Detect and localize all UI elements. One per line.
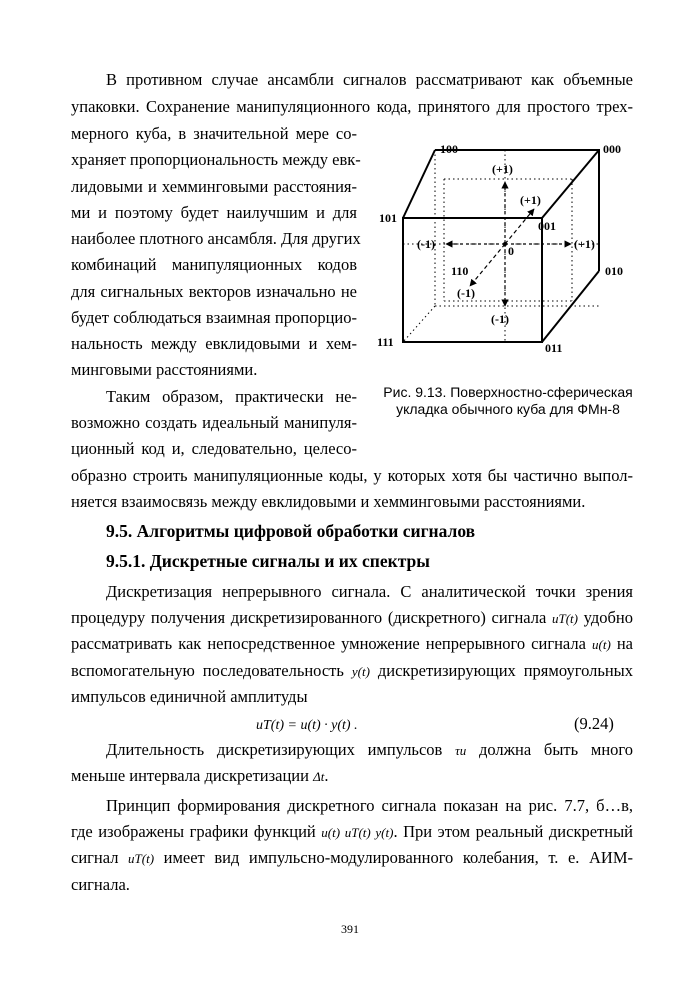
para3-line-4: вспомогательную последовательность y(t) дискретизирующих прямоугольных	[71, 661, 634, 680]
cube-edge-000-001	[542, 150, 599, 218]
para3-line-1: Дискретизация непрерывного сигнала. С аналитической точки зрения	[106, 582, 633, 601]
axis-label-up: (+1)	[492, 162, 513, 176]
para2-line-3: ционный код и, следовательно, целесо-	[71, 439, 357, 458]
cube-edge-100-101	[403, 150, 435, 218]
para1-line-10: будет соблюдаться взаимная пропорцио-	[71, 308, 357, 327]
para1-line-5: лидовыми и хемминговыми расстояния-	[71, 177, 357, 196]
para5-line-4: сигнала.	[71, 875, 130, 894]
para1-line-11: нальность между евклидовыми и хем-	[71, 334, 357, 353]
origin-point	[503, 242, 507, 246]
para1-line-12: минговыми расстояниями.	[71, 360, 258, 379]
para2-line-5: няется взаимосвязь между евклидовыми и хемминговыми расстояниями.	[71, 492, 586, 511]
axis-label-right: (+1)	[574, 237, 595, 251]
axis-diag-down-arrow	[470, 244, 505, 286]
para1-line-9: для сигнальных векторов изначально не	[71, 282, 357, 301]
para4-line-2: меньше интервала дискретизации Δt.	[71, 766, 329, 785]
cube-figure	[368, 136, 648, 366]
para1-line-6: ми и поэтому будет наилучшим и для	[71, 203, 357, 222]
axis-label-left: (-1)	[417, 237, 435, 251]
para3-line-5: импульсов единичной амплитуды	[71, 687, 308, 706]
vertex-label-111: 111	[377, 335, 394, 349]
equation-number: (9.24)	[574, 714, 614, 733]
axis-label-center: 0	[508, 244, 514, 258]
figure-caption-line-1: Рис. 9.13. Поверхностно-сферическая	[383, 384, 633, 400]
para1-line-3: мерного куба, в значительной мере со-	[71, 124, 357, 143]
vertex-label-011: 011	[545, 341, 563, 355]
para1-line-8: комбинаций манипуляционных кодов	[71, 255, 357, 274]
axis-diag-up-arrow	[505, 209, 534, 244]
para1-line-4: храняет пропорциональность между евк-	[71, 150, 361, 169]
para5-line-2: где изображены графики функций u(t) uT(t) y(t). При этом реальный дискретный	[71, 822, 634, 841]
cube-back-face	[435, 150, 599, 271]
para3-line-3: рассматривать как непосредственное умножение непрерывного сигнала u(t) на	[71, 634, 633, 653]
para1-line-7: наиболее плотного ансамбля. Для других	[71, 229, 361, 248]
equation-formula: uT(t) = u(t) · y(t) .	[256, 718, 358, 733]
para1-line-2: упаковки. Сохранение манипуляционного кода, принятого для простого трех-	[71, 97, 633, 116]
para4-line-1: Длительность дискретизирующих импульсов τи должна быть много	[106, 740, 634, 759]
para2-line-2: возможно создать идеальный манипуля-	[71, 413, 357, 432]
axis-label-diag-up: (+1)	[520, 193, 541, 207]
para3-line-2: процедуру получения дискретизированного (дискретного) сигнала uT(t) удобно	[71, 608, 634, 627]
para2-line-1: Таким образом, практически не-	[106, 387, 357, 406]
para5-line-3: сигнал uT(t) имеет вид импульсно-модулированного колебания, т. е. АИМ-	[71, 848, 634, 867]
axis-label-down: (-1)	[491, 312, 509, 326]
vertex-label-101: 101	[379, 211, 397, 225]
vertex-label-110: 110	[451, 264, 469, 278]
para1-line-1: В противном случае ансамбли сигналов рассматривают как объемные	[106, 70, 633, 89]
vertex-label-000: 000	[603, 142, 621, 156]
vertex-label-100: 100	[440, 142, 458, 156]
figure-caption-line-2: укладка обычного куба для ФМн-8	[396, 401, 620, 417]
section-heading: 9.5. Алгоритмы цифровой обработки сигналов	[106, 521, 476, 541]
para2-line-4: образно строить манипуляционные коды, у которых хотя бы частично выпол-	[71, 466, 633, 485]
para5-line-1: Принцип формирования дискретного сигнала показан на рис. 7.7, б…в,	[106, 796, 633, 815]
vertex-label-001: 001	[538, 219, 556, 233]
axis-label-diag-down: (-1)	[457, 286, 475, 300]
vertex-label-010: 010	[605, 264, 623, 278]
page-number: 391	[341, 922, 359, 936]
subsection-heading: 9.5.1. Дискретные сигналы и их спектры	[106, 551, 430, 571]
